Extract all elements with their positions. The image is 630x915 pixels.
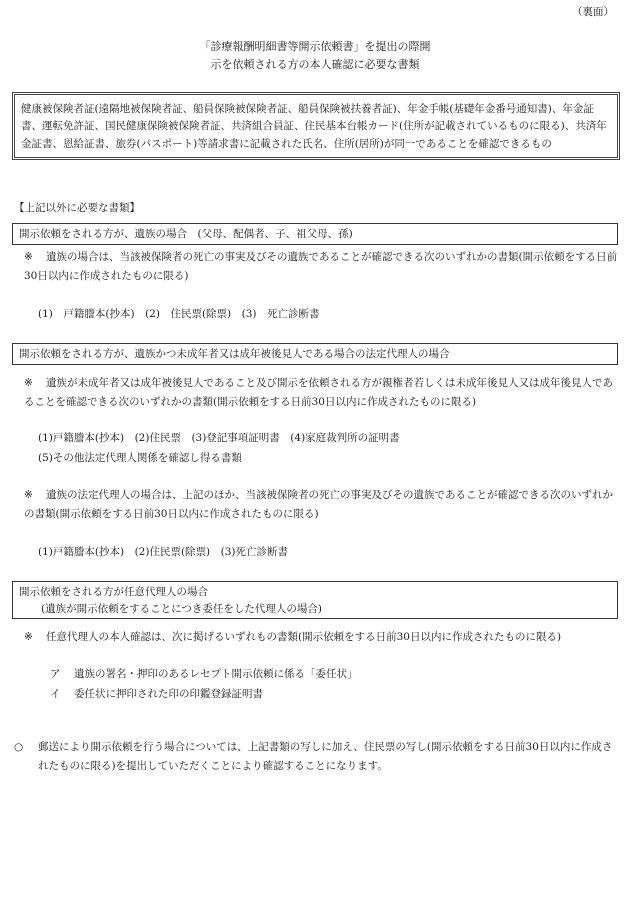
bereaved-heading: 開示依頼をされる方が、遺族の場合 (父母、配偶者、子、祖父母、孫) bbox=[19, 228, 353, 240]
legal-rep-note-2-text: 遺族の法定代理人の場合は、上記のほか、当該被保険者の死亡の事実及びその遺族であることが確認できる次のいずれかの書類(開示依頼をする日前30日以内に作成されたものに限る) bbox=[24, 489, 613, 521]
id-documents-box bbox=[12, 92, 620, 160]
legal-rep-note-2 bbox=[24, 486, 618, 525]
bereaved-heading-box bbox=[12, 223, 618, 245]
note-mark: ※ bbox=[24, 631, 33, 643]
legal-rep-docs-1b: (5)その他法定代理人関係を確認し得る書類 bbox=[38, 452, 242, 464]
id-documents-text: 健康被保険者証(遠隔地被保険者証、船員保険被保険者証、船員保険被扶養者証)、年金手帳(基礎年金番号通知書)、年金証書、運転免許証、国民健康保険被保険者証、共済組合員証、住民基本台帳カード(住所が記載されているものに限る)、共済年金証書、恩給証書、旅券(パスポート)等請求書に記載された氏名、住所(居所)が同一であることを確認できるもの bbox=[21, 103, 607, 150]
note-mark: ※ bbox=[24, 377, 33, 389]
bereaved-note bbox=[24, 248, 618, 287]
legal-rep-note-1-text: 遺族が未成年者又は成年被後見人であること及び開示を依頼される方が親権者若しくは未成年後見人又は成年後見人であることを確認できる次のいずれかの書類(開示依頼をする日前30日以内に作成されたものに限る) bbox=[24, 377, 613, 409]
document-title bbox=[0, 38, 630, 73]
voluntary-rep-item-a bbox=[50, 666, 358, 683]
bereaved-note-text: 遺族の場合は、当該被保険者の死亡の事実及びその遺族であることが確認できる次のいずれかの書類(開示依頼をする日前30日以内に作成されたものに限る) bbox=[24, 251, 618, 283]
title-line-1: 「診療報酬明細書等開示依頼書」を提出の際開 bbox=[199, 40, 431, 53]
item-i-text: 委任状に押印された印の印鑑登録証明書 bbox=[74, 688, 263, 700]
legal-rep-docs-2: (1)戸籍謄本(抄本) (2)住民票(除票) (3)死亡診断書 bbox=[38, 546, 289, 558]
note-mark: ※ bbox=[24, 251, 33, 263]
legal-rep-note-1 bbox=[24, 374, 618, 413]
voluntary-rep-note-text: 任意代理人の本人確認は、次に掲げるいずれもの書類(開示依頼をする日前30日以内に作成されたものに限る) bbox=[46, 631, 562, 643]
page-side-label: （裏面） bbox=[572, 6, 614, 18]
voluntary-rep-item-i bbox=[50, 686, 263, 703]
other-documents-heading: 【上記以外に必要な書類】 bbox=[14, 202, 140, 214]
mail-note-text: 郵送により開示依頼を行う場合については、上記書類の写しに加え、住民票の写し(開示依頼をする日前30日以内に作成されたものに限る)を提出していただくことにより確認することになります。 bbox=[38, 741, 613, 773]
bereaved-docs: (1) 戸籍謄本(抄本) (2) 住民票(除票) (3) 死亡診断書 bbox=[38, 308, 320, 320]
legal-rep-docs-1a: (1)戸籍謄本(抄本) (2)住民票 (3)登記事項証明書 (4)家庭裁判所の証明書 bbox=[38, 432, 400, 444]
voluntary-rep-heading-2: (遺族が開示依頼をすることにつき委任をした代理人の場合) bbox=[41, 602, 322, 615]
note-mark: ※ bbox=[24, 489, 33, 501]
voluntary-rep-heading-1: 開示依頼をされる方が任意代理人の場合 bbox=[19, 586, 208, 598]
item-i-mark: イ bbox=[50, 688, 61, 700]
item-a-text: 遺族の署名・押印のあるレセプト開示依頼に係る「委任状」 bbox=[74, 668, 358, 680]
legal-rep-heading-box bbox=[12, 343, 618, 365]
mail-note bbox=[14, 738, 618, 777]
legal-rep-heading: 開示依頼をされる方が、遺族かつ未成年者又は成年被後見人である場合の法定代理人の場合 bbox=[19, 348, 450, 360]
voluntary-rep-heading-box bbox=[12, 581, 618, 619]
item-a-mark: ア bbox=[50, 668, 61, 680]
mail-mark: ○ bbox=[14, 741, 24, 753]
voluntary-rep-note bbox=[24, 628, 618, 647]
title-line-2: 示を依頼される方の本人確認に必要な書類 bbox=[210, 57, 420, 71]
